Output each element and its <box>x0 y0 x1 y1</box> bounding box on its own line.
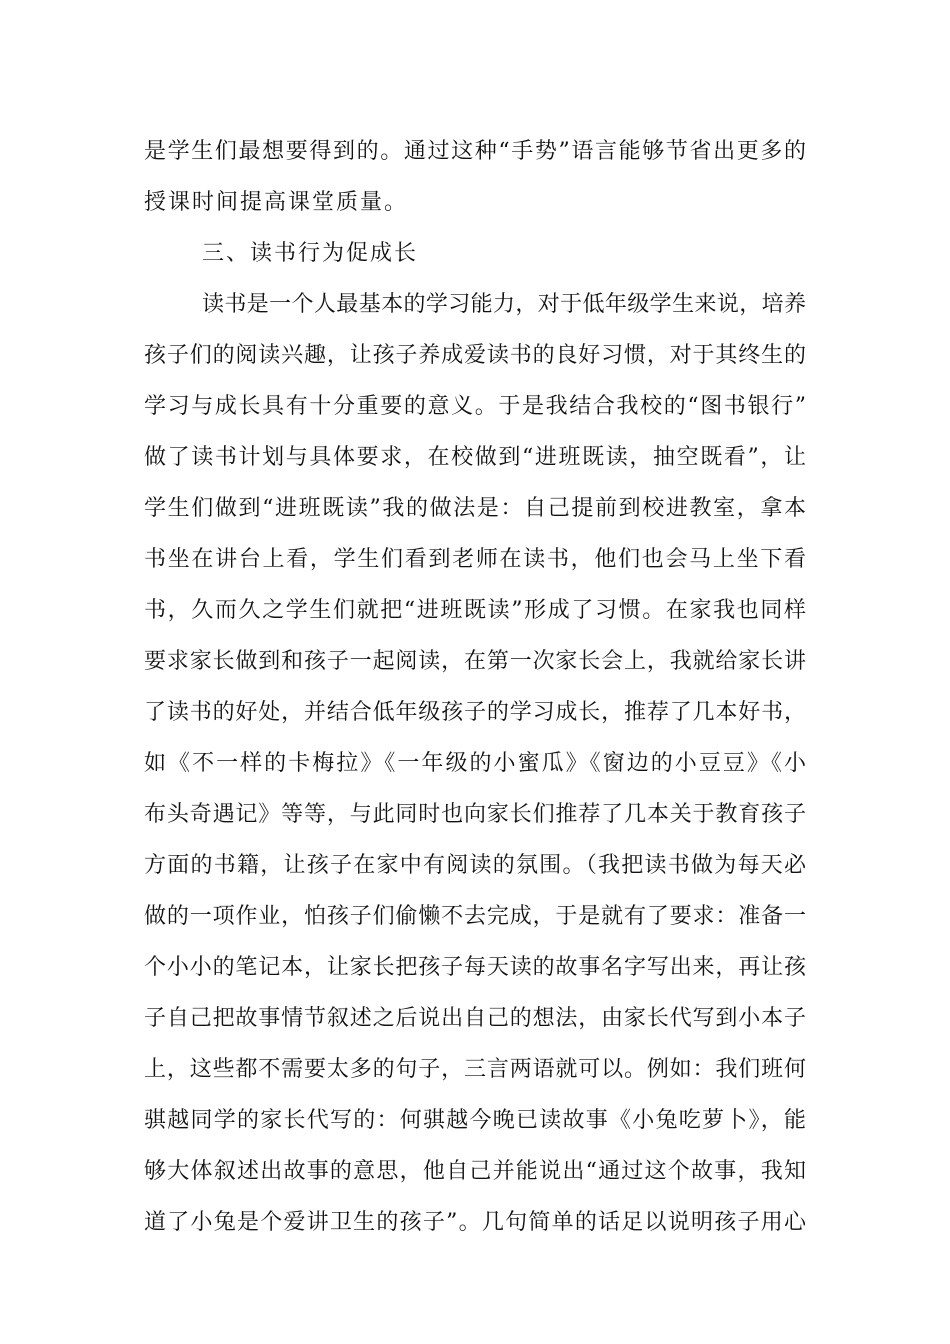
text-line: 骐越同学的家长代写的：何骐越今晚已读故事《小兔吃萝卜》，能 <box>144 1108 806 1133</box>
text-line: 够大体叙述出故事的意思，他自己并能说出“通过这个故事，我知 <box>144 1159 806 1184</box>
section-heading: 三、读书行为促成长 <box>202 241 419 266</box>
text-line: 要求家长做到和孩子一起阅读，在第一次家长会上，我就给家长讲 <box>144 649 806 674</box>
text-line: 做了读书计划与具体要求，在校做到“进班既读，抽空既看”，让 <box>144 445 806 470</box>
text-line: 授课时间提高课堂质量。 <box>144 190 409 215</box>
text-line: 是学生们最想要得到的。通过这种“手势”语言能够节省出更多的 <box>144 139 806 164</box>
text-line: 读书是一个人最基本的学习能力，对于低年级学生来说，培养 <box>202 292 806 317</box>
text-line: 如《不一样的卡梅拉》《一年级的小蜜瓜》《窗边的小豆豆》《小 <box>144 751 806 776</box>
text-line: 书坐在讲台上看，学生们看到老师在读书，他们也会马上坐下看 <box>144 547 806 572</box>
text-line: 方面的书籍，让孩子在家中有阅读的氛围。（我把读书做为每天必 <box>144 853 806 878</box>
text-line: 上，这些都不需要太多的句子，三言两语就可以。例如：我们班何 <box>144 1057 806 1082</box>
body-text <box>144 126 806 1248</box>
text-line: 孩子们的阅读兴趣，让孩子养成爱读书的良好习惯，对于其终生的 <box>144 343 806 368</box>
text-line: 书，久而久之学生们就把“进班既读”形成了习惯。在家我也同样 <box>144 598 806 623</box>
text-line: 道了小兔是个爱讲卫生的孩子”。几句简单的话足以说明孩子用心 <box>144 1210 806 1235</box>
text-line: 个小小的笔记本，让家长把孩子每天读的故事名字写出来，再让孩 <box>144 955 806 980</box>
text-line: 学生们做到“进班既读”我的做法是：自己提前到校进教室，拿本 <box>144 496 806 521</box>
text-line: 做的一项作业，怕孩子们偷懒不去完成，于是就有了要求：准备一 <box>144 904 806 929</box>
text-line: 了读书的好处，并结合低年级孩子的学习成长，推荐了几本好书， <box>144 700 806 725</box>
text-line: 子自己把故事情节叙述之后说出自己的想法，由家长代写到小本子 <box>144 1006 806 1031</box>
text-line: 布头奇遇记》等等，与此同时也向家长们推荐了几本关于教育孩子 <box>144 802 806 827</box>
text-line: 学习与成长具有十分重要的意义。于是我结合我校的“图书银行” <box>144 394 806 419</box>
